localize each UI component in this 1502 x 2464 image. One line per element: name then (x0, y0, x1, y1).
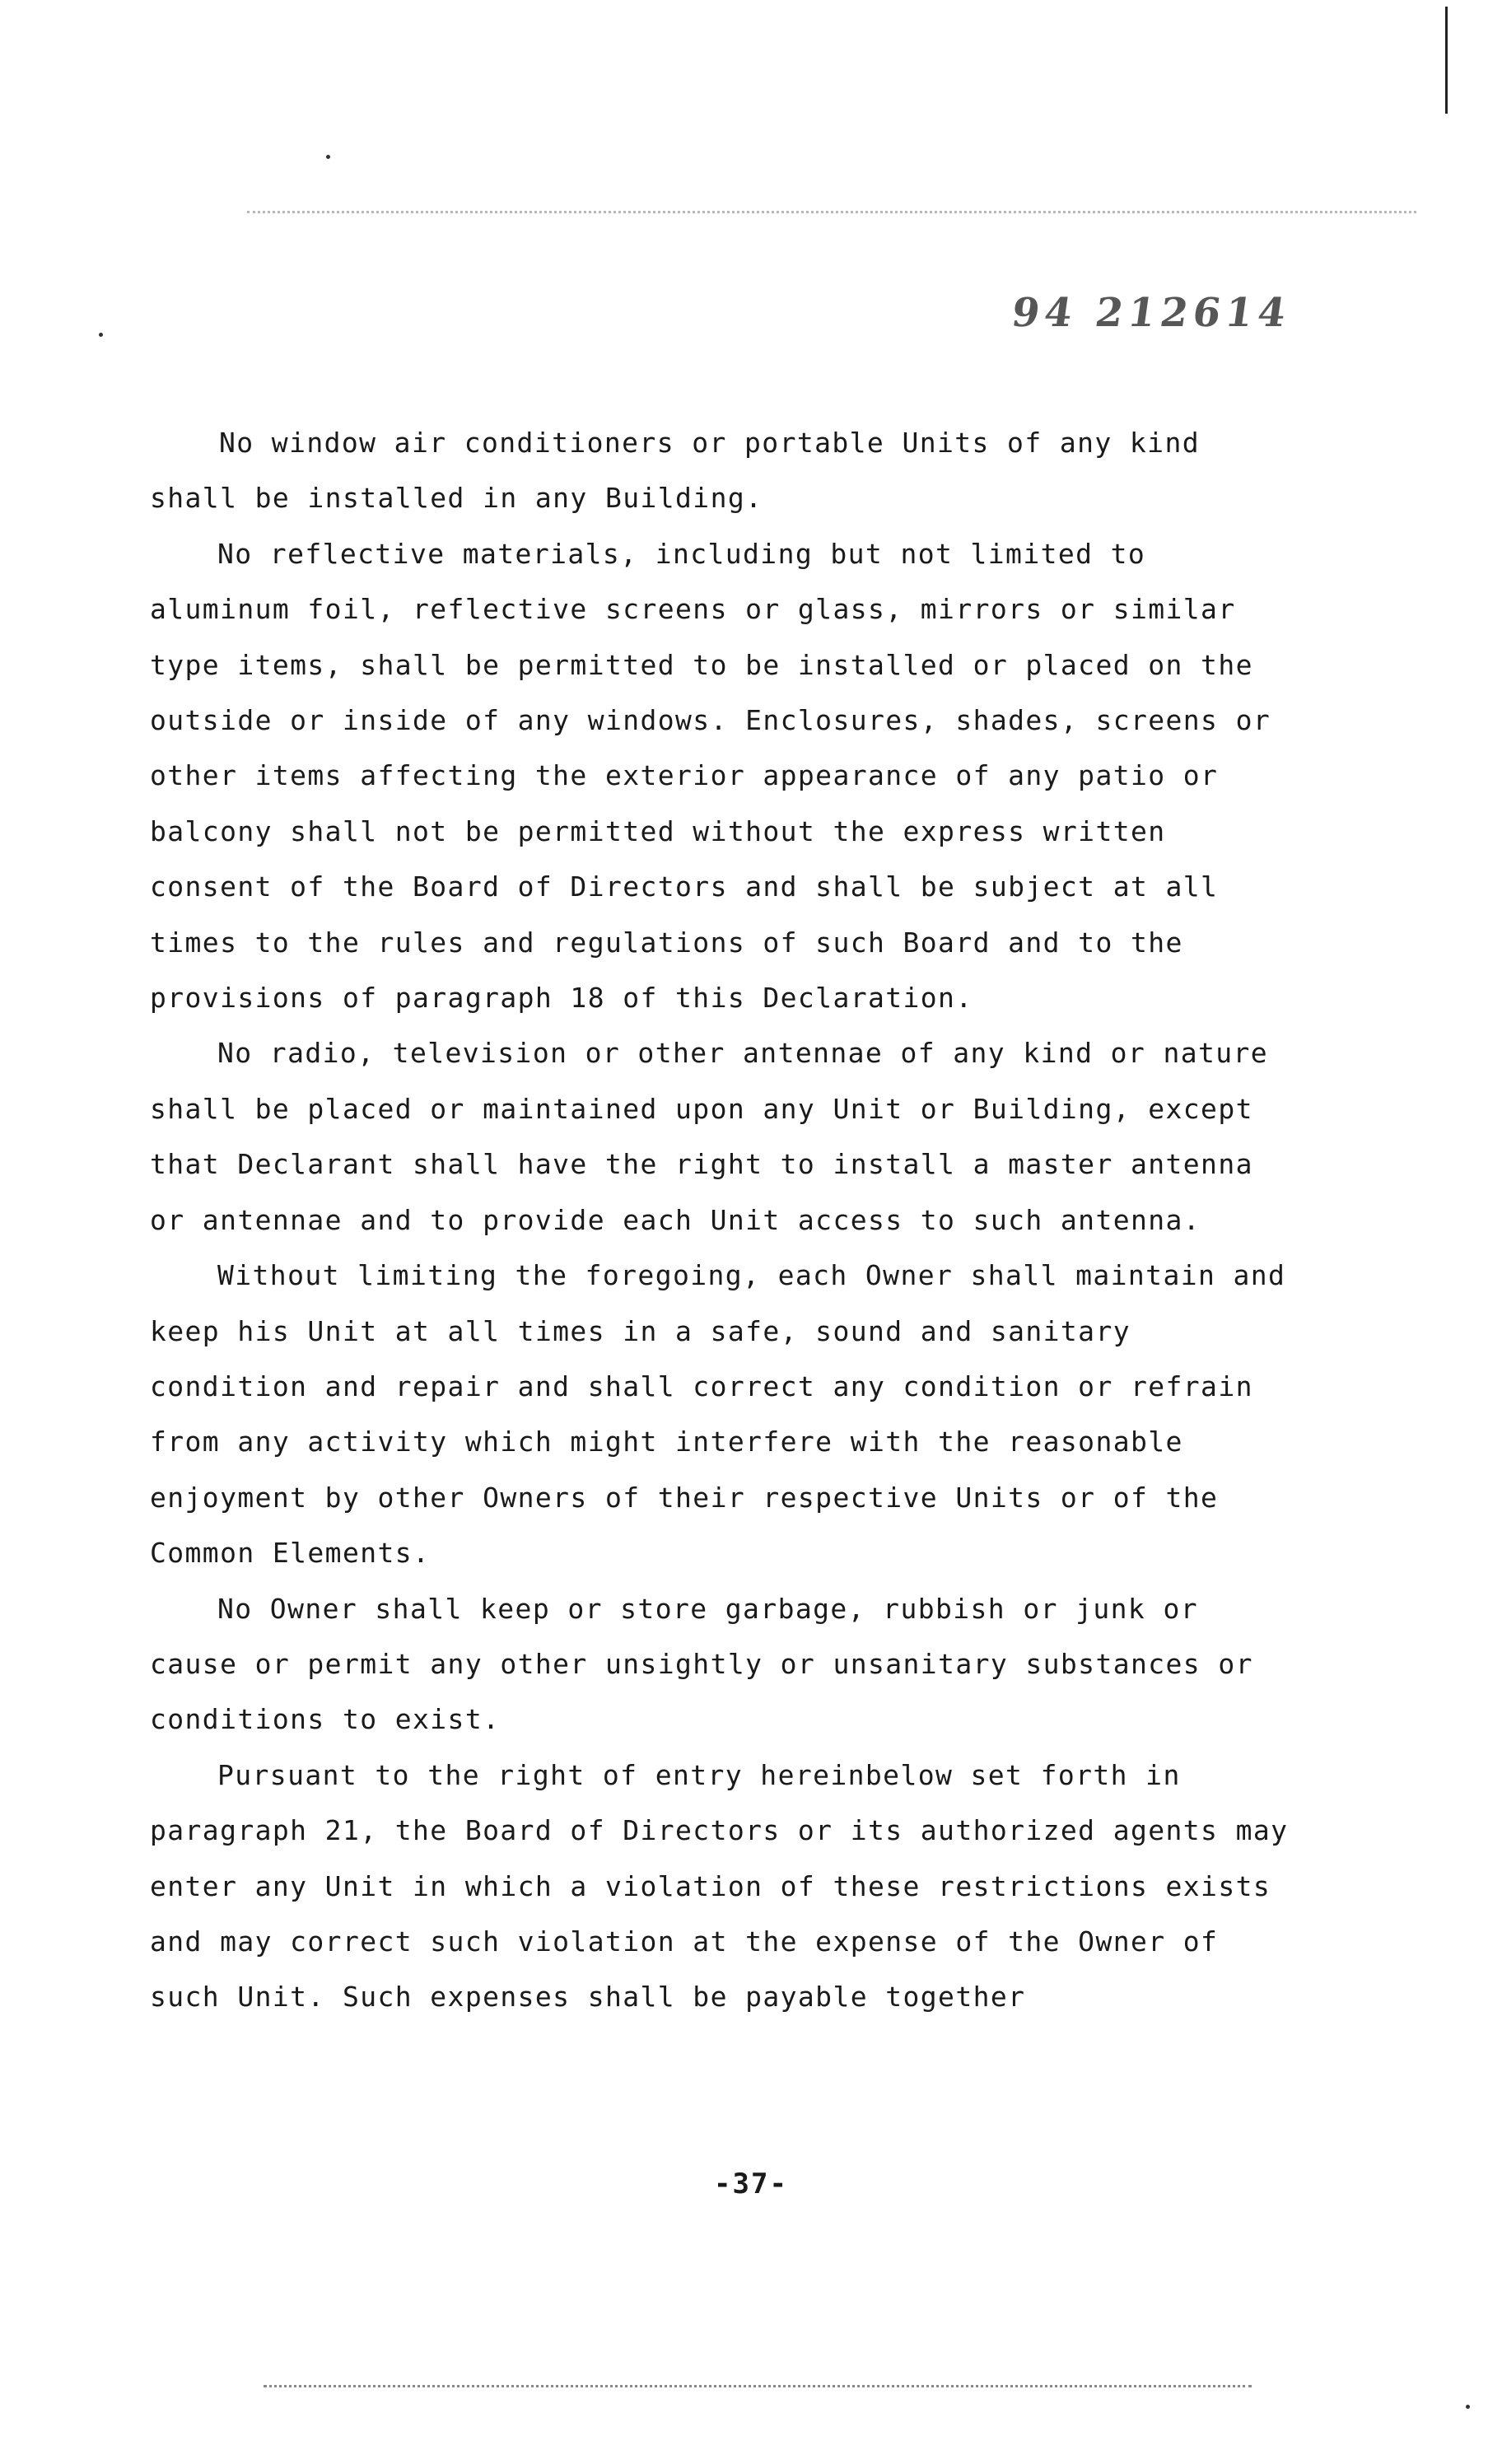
scan-artifact-top (247, 211, 1416, 216)
paragraph-garbage: No Owner shall keep or store garbage, rubbish or junk or cause or permit any other unsightly or unsanitary substances or conditions to exist. (150, 1592, 1253, 1736)
scan-artifact-bottom (264, 2385, 1252, 2390)
paragraph-air-conditioners: No window air conditioners or portable Units of any kind shall be installed in any Building. (150, 427, 1200, 515)
paragraph-reflective-materials: No reflective materials, including but not limited to aluminum foil, reflective screens or glass, mirrors or similar type items, shall be permitted to be installed or placed on the outside or inside of any windows. Enclosures, shades, screens or other items affecting the exterior appearance of any patio or balcony shall not be permitted without the express written consent of the Board of Directors and shall be subject at all times to the rules and regulations of such Board and to the provisions of paragraph 18 of this Declaration. (150, 537, 1271, 1015)
margin-rule (1445, 7, 1448, 114)
scan-speck (326, 155, 330, 159)
document-number: 94 212614 (1009, 290, 1294, 336)
document-body (150, 415, 1303, 2025)
paragraph-right-of-entry: Pursuant to the right of entry hereinbelow set forth in paragraph 21, the Board of Directors or its authorized agents may enter any Unit in which a violation of these restrictions exists and may correct such violation at the expense of the Owner of such Unit. Such expenses shall be payable together (150, 1758, 1289, 2014)
paragraph-maintenance: Without limiting the foregoing, each Owner shall maintain and keep his Unit at all times in a safe, sound and sanitary condition and repair and shall correct any condition or refrain from any activity which might interfere with the reasonable enjoyment by other Owners of their respective Units or of the Common Elements. (150, 1259, 1286, 1570)
scan-speck (1466, 2405, 1470, 2409)
scan-speck (99, 333, 103, 337)
paragraph-antennae: No radio, television or other antennae of any kind or nature shall be placed or maintained upon any Unit or Building, except that Declarant shall have the right to install a master antenna or antennae and to provide each Unit access to such antenna. (150, 1037, 1269, 1236)
page-number: -37- (714, 2168, 788, 2200)
